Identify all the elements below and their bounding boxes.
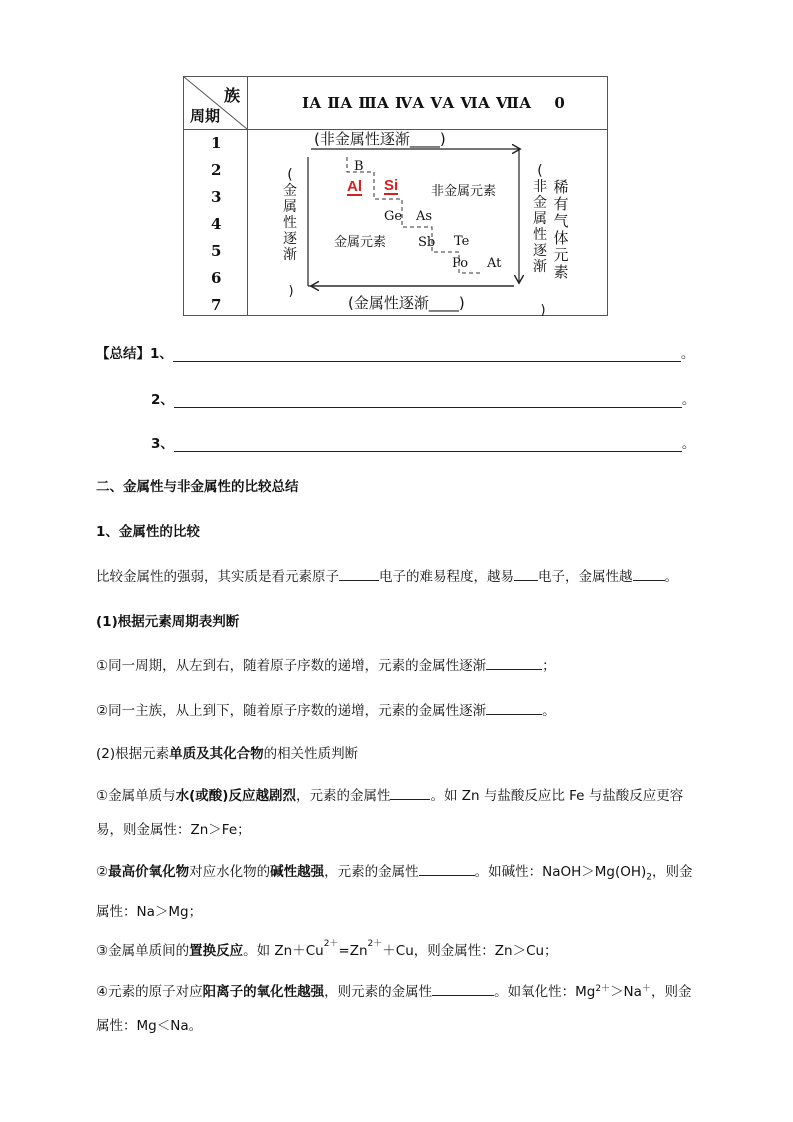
answer-blank[interactable] [432,983,494,996]
summary-end: 。 [681,436,696,452]
answer-blank[interactable] [390,787,430,800]
element-at: At [487,256,502,271]
bottom-arrow-label: (金属性逐渐____) [348,294,465,312]
answer-blank[interactable] [486,702,542,715]
answer-blank[interactable] [514,568,538,581]
left-trend-close: ) [288,284,294,299]
element-po: Po [452,256,469,271]
intro-paragraph: 比较金属性的强弱，其实质是看元素原子 电子的难易程度，越易 电子，金属性越 。 [96,569,678,585]
period-label: 6 [211,269,222,287]
summary-blank[interactable] [173,348,681,362]
answer-blank[interactable] [486,657,542,670]
rule-cation: ④元素的原子对应阳离子的氧化性越强，则元素的金属性 。如氧化性：$Mg^{2+}>Na^+$，则金属性：Mg＜Na。 [96,984,692,1034]
period-label: 2 [211,161,222,179]
left-trend-label: ( 金 属 性 逐 渐 [283,167,297,263]
element-ge: Ge [384,209,403,224]
period-label: 5 [211,242,222,260]
answer-blank[interactable] [339,568,379,581]
rule-hydroxide: ②最高价氧化物对应水化物的碱性越强，元素的金属性 。如碱性：$NaOH>Mg(OH)_2$，则金属性：Na＞Mg； [96,864,693,920]
periodic-table-figure [183,76,608,316]
method-heading-2: (2)根据元素单质及其化合物的相关性质判断 [96,746,359,762]
nonmetal-region-label: 非金属元素 [431,184,497,199]
summary-blank[interactable] [174,438,682,452]
summary-index: 2、 [151,392,174,408]
element-si: Si [384,177,399,194]
summary-row-1 [96,342,694,362]
rule-group: ②同一主族，从上到下，随着原子序数的递增，元素的金属性逐渐 。 [96,703,556,719]
group-labels: ⅠA ⅡA ⅢA ⅣA ⅤA ⅥA ⅦA 0 [302,94,566,112]
rule-period: ①同一周期，从左到右，随着原子序数的递增，元素的金属性逐渐 ； [96,658,556,674]
element-te: Te [454,234,470,249]
period-label: 3 [211,188,222,206]
element-al: Al [347,178,362,195]
rule-displacement: ③金属单质间的置换反应。如 $Zn+Cu^{2+}=Zn^{2+}+Cu$，则金属性：Zn＞Cu； [96,939,558,959]
element-b: B [354,159,364,174]
summary-index: 1、 [150,346,173,362]
summary-row-2 [151,388,695,408]
period-label: 4 [211,215,222,233]
metal-region-label: 金属元素 [334,235,387,250]
summary-title: 【总结】 [96,346,150,362]
right-trend-close: ) [540,303,546,318]
period-header-label: 周期 [190,107,221,125]
period-label: 1 [211,134,222,152]
subsection-heading: 1、金属性的比较 [96,524,200,540]
element-as: As [416,209,433,224]
method-heading-1: (1)根据元素周期表判断 [96,614,240,630]
summary-end: 。 [680,346,695,362]
section-heading: 二、金属性与非金属性的比较总结 [96,479,299,495]
summary-blank[interactable] [174,394,682,408]
rule-water-acid: ①金属单质与水(或酸)反应越剧烈，元素的金属性 。如 Zn 与盐酸反应比 Fe 与盐酸反应更容易，则金属性：Zn＞Fe； [96,788,684,838]
summary-end: 。 [681,392,696,408]
answer-blank[interactable] [633,568,665,581]
noble-gas-label: 稀 有 气 体 元 素 [553,178,569,281]
summary-index: 3、 [151,436,174,452]
period-label: 7 [211,296,222,314]
top-arrow-label: (非金属性逐渐____) [314,130,446,148]
right-trend-label: ( 非 金 属 性 逐 渐 [533,163,547,275]
element-sb: Sb [418,235,436,250]
summary-row-3 [151,432,695,452]
answer-blank[interactable] [419,863,475,876]
group-header-label: 族 [224,86,241,105]
